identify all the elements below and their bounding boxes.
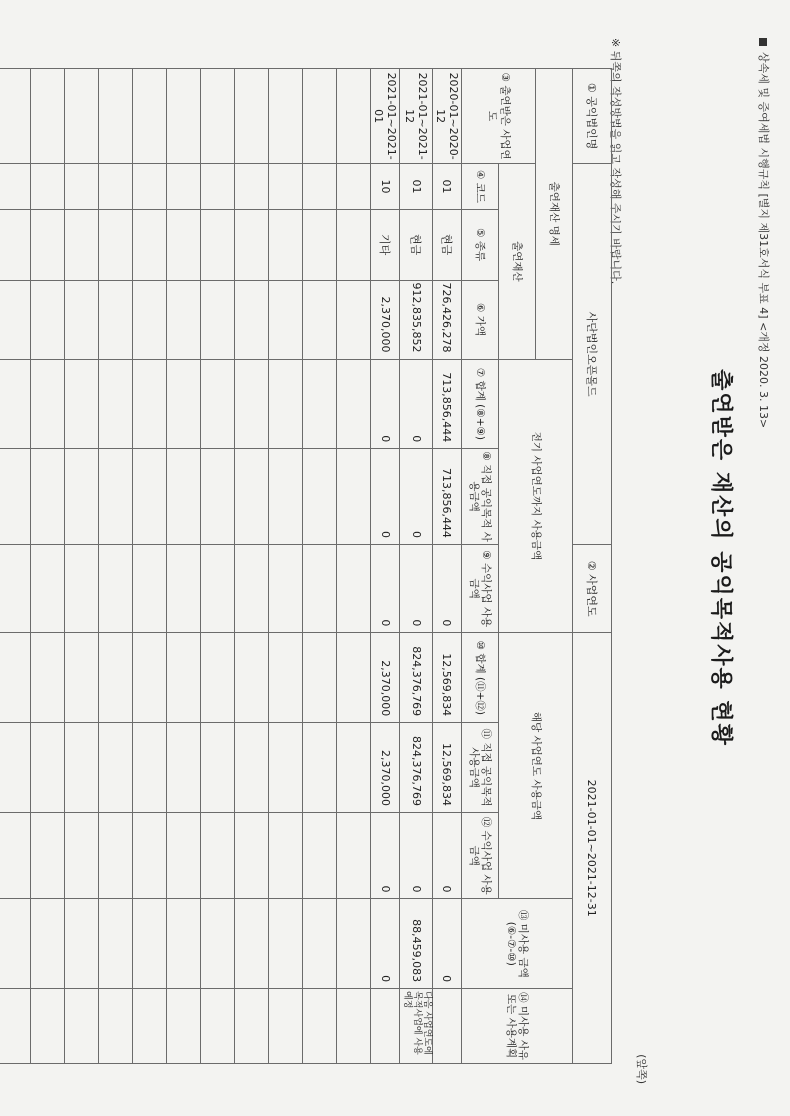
cell-current-profit: 0 — [433, 812, 462, 899]
cell-kind: 현금 — [400, 209, 433, 280]
col-unused-amount: ⑬ 미사용 금액 (⑥-⑦-⑩) — [462, 899, 573, 989]
cell-code: 10 — [371, 164, 400, 209]
col-value: ⑥ 가액 — [462, 280, 499, 359]
col-unused-reason: ⑭ 미사용 사유 또는 사용계획 — [462, 989, 573, 1064]
empty-row — [133, 69, 167, 1064]
cell-unused-amount: 88,459,083 — [400, 899, 433, 989]
cell-prior-direct: 713,856,444 — [433, 449, 462, 545]
org-name-value: 사단법인오픈몰드 — [573, 164, 612, 545]
square-bullet-icon — [759, 38, 767, 46]
cell-year: 2020-01~2020-12 — [433, 69, 462, 164]
cell-unused-reason — [371, 989, 400, 1064]
cell-year: 2021-01~2021-12 — [400, 69, 433, 164]
col-prior-direct: ⑧ 직접 공익목적 사용금액 — [462, 449, 499, 545]
empty-row — [31, 69, 65, 1064]
cell-current-profit: 0 — [371, 812, 400, 899]
cell-prior-total: 0 — [400, 359, 433, 449]
empty-row — [201, 69, 235, 1064]
cell-unused-amount: 0 — [433, 899, 462, 989]
cell-prior-direct: 0 — [400, 449, 433, 545]
table-row — [433, 69, 462, 1064]
col-current-profit: ⑫ 수익사업 사용금액 — [462, 812, 499, 899]
org-row — [573, 69, 612, 1064]
col-current-total: ⑩ 합계 (⑪+⑫) — [462, 633, 499, 723]
form-title: 출연받은 재산의 공익목적사용 현황 — [708, 369, 733, 747]
donation-details-heading: 출연재산 명세 — [536, 69, 573, 360]
cell-current-profit: 0 — [400, 812, 433, 899]
empty-row — [303, 69, 337, 1064]
cell-code: 01 — [400, 164, 433, 209]
cell-current-direct: 2,370,000 — [371, 723, 400, 813]
law-reference — [756, 38, 772, 428]
empty-row — [65, 69, 99, 1064]
year-value: 2021-01-01~2021-12-31 — [573, 633, 612, 1064]
empty-row — [269, 69, 303, 1064]
cell-current-total: 824,376,769 — [400, 633, 433, 723]
cell-prior-direct: 0 — [371, 449, 400, 545]
cell-current-direct: 12,569,834 — [433, 723, 462, 813]
table-row — [400, 69, 433, 1064]
cell-value: 912,835,852 — [400, 280, 433, 359]
cell-unused-reason — [433, 989, 462, 1064]
cell-prior-total: 0 — [371, 359, 400, 449]
cell-unused-amount: 0 — [371, 899, 400, 989]
cell-prior-total: 713,856,444 — [433, 359, 462, 449]
empty-row — [337, 69, 371, 1064]
donated-property-heading: 출연재산 — [499, 164, 536, 359]
cell-prior-profit: 0 — [371, 544, 400, 632]
col-donation-year: ③ 출연받은 사업연도 — [462, 69, 536, 164]
col-current-direct: ⑪ 직접 공익목적 사용금액 — [462, 723, 499, 813]
col-prior-profit: ⑨ 수익사업 사용금액 — [462, 544, 499, 632]
empty-row — [235, 69, 269, 1064]
year-label: ② 사업연도 — [573, 544, 612, 632]
cell-value: 2,370,000 — [371, 280, 400, 359]
org-name-label: ① 공익법인명 — [573, 69, 612, 164]
col-code: ④ 코드 — [462, 164, 499, 209]
cell-kind: 현금 — [433, 209, 462, 280]
current-year-heading: 해당 사업연도 사용금액 — [499, 633, 573, 899]
col-kind: ⑤ 종류 — [462, 209, 499, 280]
cell-current-total: 12,569,834 — [433, 633, 462, 723]
cell-prior-profit: 0 — [433, 544, 462, 632]
col-prior-total: ⑦ 합계 (⑧+⑨) — [462, 359, 499, 449]
law-reference-text: 상속세 및 증여세법 시행규칙 [별지 제31호서식 부표 4] <개정 2020. 3. 13> — [757, 52, 770, 429]
cell-unused-reason: 다음 사업연도에 목적사업에 사용 예정 — [400, 989, 433, 1064]
prior-years-heading: 전기 사업연도까지 사용금액 — [499, 359, 573, 633]
empty-row — [99, 69, 133, 1064]
cell-value: 726,426,278 — [433, 280, 462, 359]
cell-code: 01 — [433, 164, 462, 209]
cell-prior-profit: 0 — [400, 544, 433, 632]
empty-row — [0, 69, 31, 1064]
usage-table — [0, 68, 612, 1064]
cell-current-direct: 824,376,769 — [400, 723, 433, 813]
cell-current-total: 2,370,000 — [371, 633, 400, 723]
page-side-mark: (앞쪽) — [635, 1054, 648, 1084]
header-row-1 — [536, 69, 573, 1064]
empty-row — [167, 69, 201, 1064]
cell-kind: 기타 — [371, 209, 400, 280]
cell-year: 2021-01~2021-01 — [371, 69, 400, 164]
table-row — [371, 69, 400, 1064]
instruction-note: ※ 뒤쪽의 작성방법을 읽고 작성해 주시기 바랍니다. — [609, 38, 622, 285]
